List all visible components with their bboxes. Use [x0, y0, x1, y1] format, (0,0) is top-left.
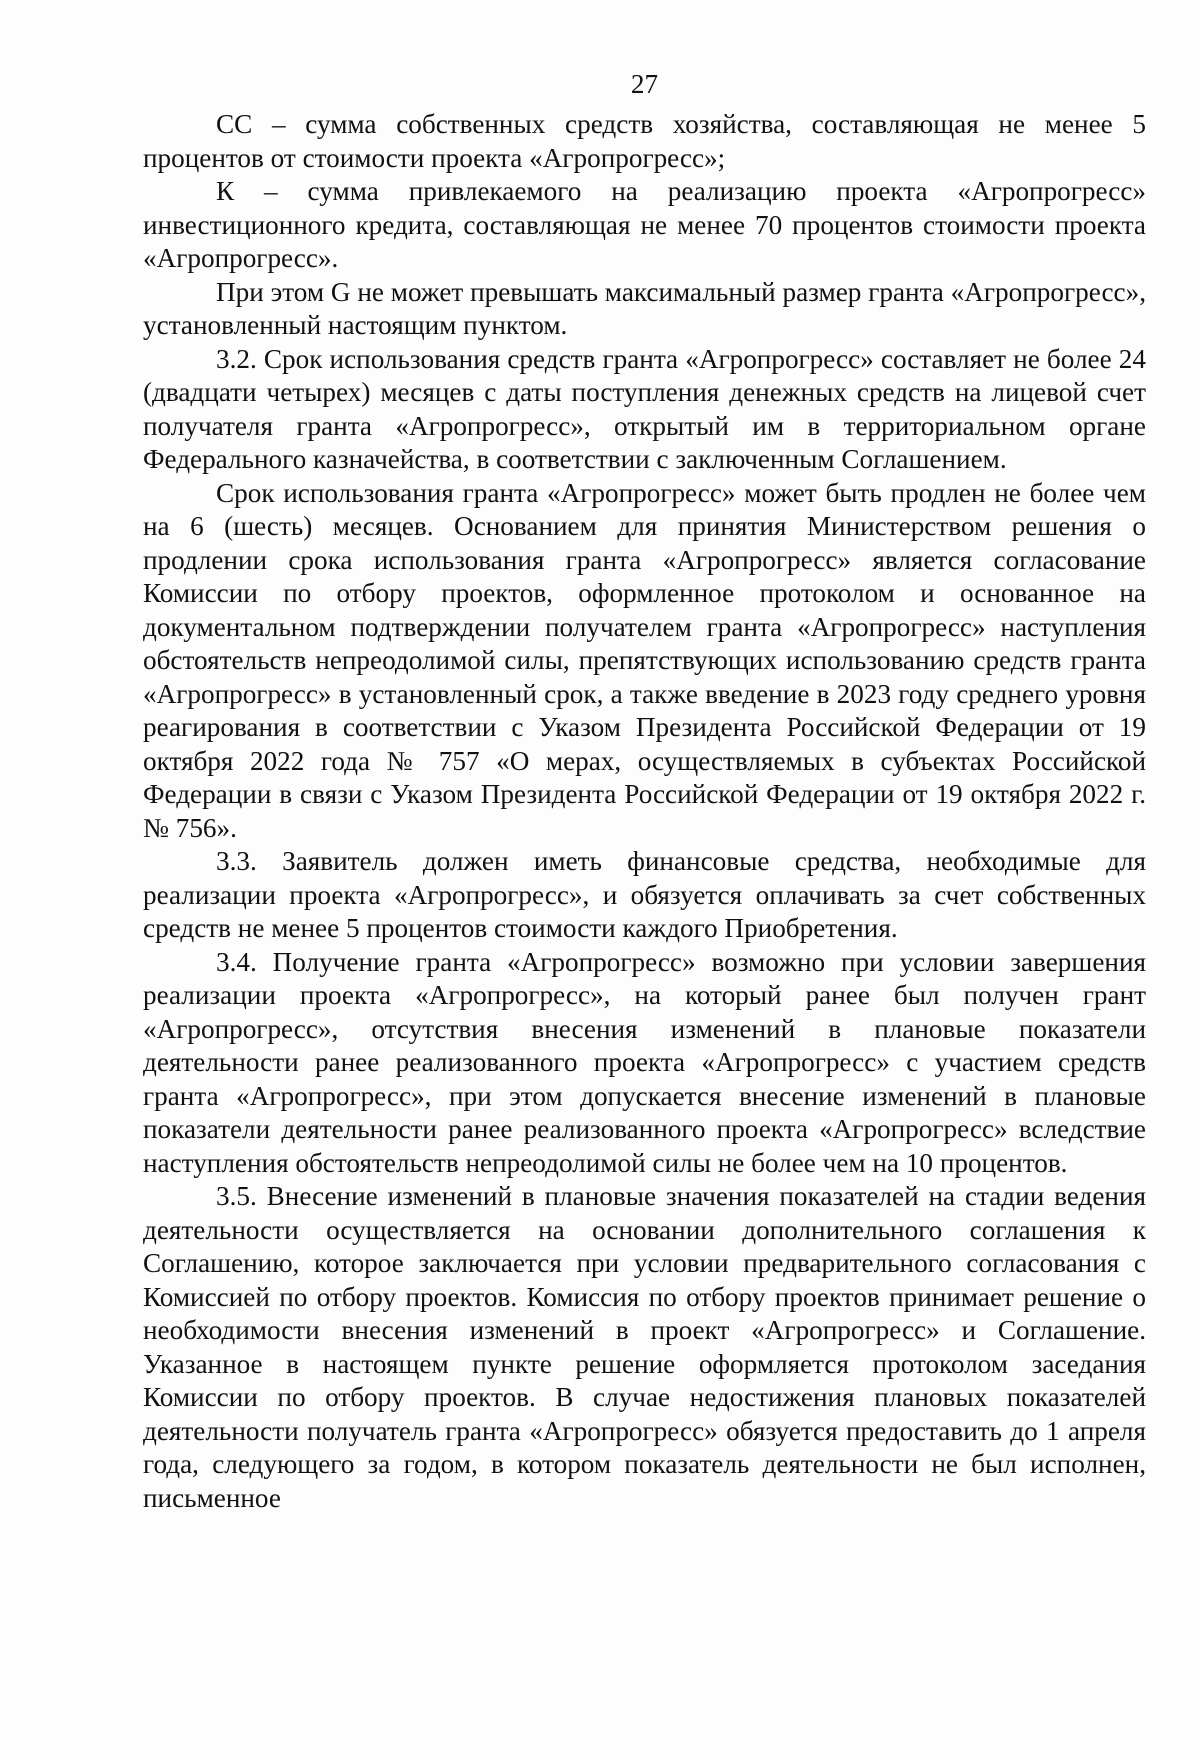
- page-number: 27: [630, 69, 659, 99]
- paragraph-3-5-indicator-changes: 3.5. Внесение изменений в плановые значения показателей на стадии ведения деятельности осуществляется на основании дополнительного соглашения к Соглашению, которое заключается при условии предварительного согласования с Комиссией по отбору проектов. Комиссия по отбору проектов принимает решение о необходимости внесения изменений в проект «Агропрогресс» и Соглашение. Указанное в настоящем пункте решение оформляется протоколом заседания Комиссии по отбору проектов. В случае недостижения плановых показателей деятельности получатель гранта «Агропрогресс» обязуется предоставить до 1 апреля года, следующего за годом, в котором показатель деятельности не был исполнен, письменное: [143, 1181, 1146, 1513]
- paragraph-grant-limit: При этом G не может превышать максимальный размер гранта «Агропрогресс», установленный настоящим пунктом.: [143, 276, 1146, 340]
- paragraph-3-3-applicant-funds: 3.3. Заявитель должен иметь финансовые средства, необходимые для реализации проекта «Агропрогресс», и обязуется оплачивать за счет собственных средств не менее 5 процентов стоимости каждого Приобретения.: [143, 846, 1146, 943]
- paragraph-3-4-grant-conditions: 3.4. Получение гранта «Агропрогресс» возможно при условии завершения реализации проекта «Агропрогресс», на который ранее был получен грант «Агропрогресс», отсутствия внесения изменений в плановые показатели деятельности ранее реализованного проекта «Агропрогресс» с участием средств гранта «Агропрогресс», при этом допускается внесение изменений в плановые показатели деятельности ранее реализованного проекта «Агропрогресс» вследствие наступления обстоятельств непреодолимой силы не более чем на 10 процентов.: [143, 946, 1146, 1178]
- paragraph-credit-definition: К – сумма привлекаемого на реализацию проекта «Агропрогресс» инвестиционного кредита, составляющая не менее 70 процентов стоимости проекта «Агропрогресс».: [143, 176, 1146, 273]
- paragraph-3-2-usage-term: 3.2. Срок использования средств гранта «Агропрогресс» составляет не более 24 (двадцати четырех) месяцев с даты поступления денежных средств на лицевой счет получателя гранта «Агропрогресс», открытый им в территориальном органе Федерального казначейства, в соответствии с заключенным Соглашением.: [143, 343, 1146, 474]
- paragraph-term-extension: Срок использования гранта «Агропрогресс» может быть продлен не более чем на 6 (шесть) месяцев. Основанием для принятия Министерством решения о продлении срока использования гранта «Агропрогресс» является согласование Комиссии по отбору проектов, оформленное протоколом и основанное на документальном подтверждении получателем гранта «Агропрогресс» наступления обстоятельств непреодолимой силы, препятствующих использованию средств гранта «Агропрогресс» в установленный срок, а также введение в 2023 году среднего уровня реагирования в соответствии с Указом Президента Российской Федерации от 19 октября 2022 года № 757 «О мерах, осуществляемых в субъектах Российской Федерации в связи с Указом Президента Российской Федерации от 19 октября 2022 г. № 756».: [143, 477, 1146, 843]
- paragraph-own-funds-definition: СС – сумма собственных средств хозяйства, составляющая не менее 5 процентов от стоимости проекта «Агропрогресс»;: [143, 109, 1146, 173]
